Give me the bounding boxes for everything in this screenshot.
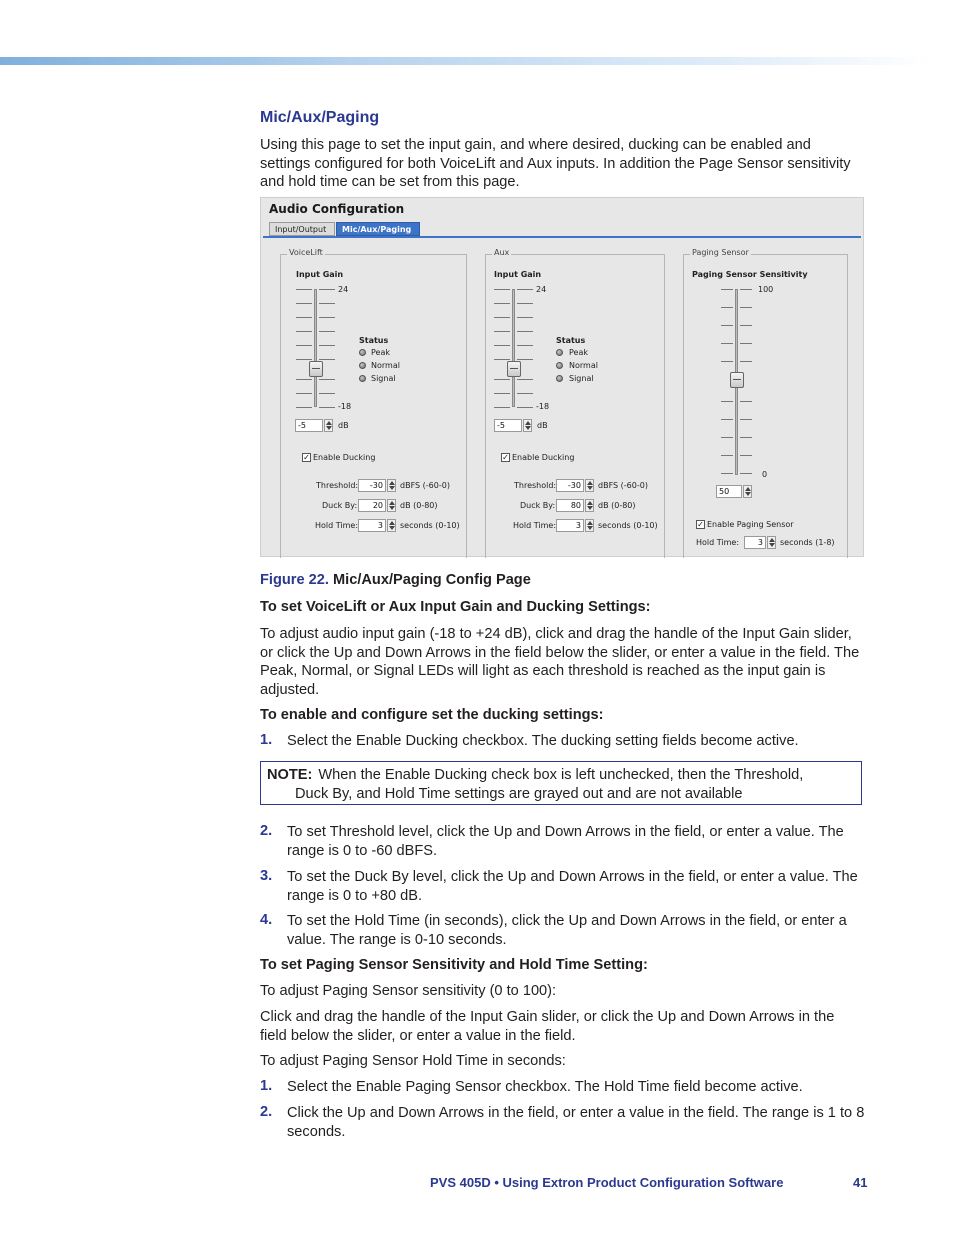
note-line-2: Duck By, and Hold Time settings are grayed out and are not available bbox=[295, 785, 743, 802]
paragraph-paging-hold: To adjust Paging Sensor Hold Time in seconds: bbox=[260, 1053, 566, 1069]
step-number: 2. bbox=[260, 823, 273, 839]
voicelift-duckby-unit: dB (0-80) bbox=[400, 501, 438, 510]
aux-threshold-label: Threshold: bbox=[514, 481, 557, 490]
paging-sensitivity-slider-handle[interactable] bbox=[730, 372, 744, 388]
aux-duckby-label: Duck By: bbox=[520, 501, 556, 510]
figure-title: Mic/Aux/Paging Config Page bbox=[333, 572, 531, 588]
aux-gain-spinner[interactable] bbox=[523, 419, 532, 432]
aux-status-label: Status bbox=[556, 336, 586, 345]
voicelift-max-label: 24 bbox=[338, 285, 349, 294]
paragraph-paging-sensitivity: To adjust Paging Sensor sensitivity (0 to 100): bbox=[260, 983, 557, 999]
voicelift-gain-slider-handle[interactable] bbox=[309, 361, 323, 377]
voicelift-threshold-spinner[interactable] bbox=[387, 479, 396, 492]
voicelift-hold-spinner[interactable] bbox=[387, 519, 396, 532]
voicelift-min-label: -18 bbox=[338, 402, 352, 411]
note-label: NOTE: bbox=[267, 767, 313, 783]
aux-gain-slider-track[interactable] bbox=[512, 289, 515, 407]
step-text: To set the Duck By level, click the Up and Down Arrows in the field, or enter a value. The range is 0 to +80 dB. bbox=[287, 869, 858, 904]
voicelift-gain-unit: dB bbox=[338, 421, 349, 430]
figure-number: Figure 22. bbox=[260, 572, 329, 588]
aux-group bbox=[485, 248, 665, 558]
paging-max-label: 100 bbox=[758, 285, 774, 294]
step-text: Select the Enable Ducking checkbox. The ducking setting fields become active. bbox=[287, 733, 799, 749]
voicelift-gain-slider-track[interactable] bbox=[314, 289, 317, 407]
step-text: To set Threshold level, click the Up and Down Arrows in the field, or enter a value. The range is 0 to -60 dBFS. bbox=[287, 824, 844, 859]
heading-gain-ducking: To set VoiceLift or Aux Input Gain and Ducking Settings: bbox=[260, 599, 651, 615]
tab-mic-aux-paging[interactable]: Mic/Aux/Paging bbox=[336, 222, 420, 236]
header-gradient-bar bbox=[0, 57, 930, 65]
section-title: Mic/Aux/Paging bbox=[260, 109, 380, 126]
aux-gain-unit: dB bbox=[537, 421, 548, 430]
step-number: 3. bbox=[260, 868, 273, 884]
intro-paragraph: Using this page to set the input gain, and where desired, ducking can be enabled and settings configured for both VoiceLift and Aux inputs. In addition the Page Sensor sensitivity and hold time can be set from this page. bbox=[260, 137, 851, 190]
list-item bbox=[260, 823, 865, 861]
voicelift-input-gain-label: Input Gain bbox=[296, 270, 344, 279]
voicelift-hold-unit: seconds (0-10) bbox=[400, 521, 460, 530]
list-item bbox=[260, 1078, 865, 1098]
aux-threshold-unit: dBFS (-60-0) bbox=[598, 481, 648, 490]
voicelift-threshold-label: Threshold: bbox=[316, 481, 359, 490]
note-line-1: When the Enable Ducking check box is left unchecked, then the Threshold, bbox=[318, 767, 804, 783]
step-text: To set the Hold Time (in seconds), click the Up and Down Arrows in the field, or enter a value. The range is 0-10 seconds. bbox=[287, 913, 847, 948]
list-item bbox=[260, 912, 865, 950]
note-box bbox=[260, 761, 862, 805]
aux-gain-slider-handle[interactable] bbox=[507, 361, 521, 377]
aux-duckby-spinner[interactable] bbox=[585, 499, 594, 512]
voicelift-enable-ducking-label: Enable Ducking bbox=[313, 453, 376, 462]
aux-max-label: 24 bbox=[536, 285, 547, 294]
list-item bbox=[260, 732, 865, 752]
audio-configuration-screenshot bbox=[260, 197, 864, 557]
voicelift-peak-label: Peak bbox=[371, 348, 390, 357]
voicelift-signal-label: Signal bbox=[371, 374, 396, 383]
aux-peak-led-icon bbox=[556, 349, 563, 356]
paging-sensitivity-label: Paging Sensor Sensitivity bbox=[692, 270, 808, 279]
voicelift-duckby-label: Duck By: bbox=[322, 501, 358, 510]
voicelift-normal-label: Normal bbox=[371, 361, 400, 370]
aux-duckby-unit: dB (0-80) bbox=[598, 501, 636, 510]
voicelift-gain-spinner[interactable] bbox=[324, 419, 333, 432]
paragraph-paging-slider: Click and drag the handle of the Input Gain slider, or click the Up and Down Arrows in the field below the slider, or enter a value in the field. bbox=[260, 1009, 835, 1044]
aux-min-label: -18 bbox=[536, 402, 550, 411]
paragraph-input-gain: To adjust audio input gain (-18 to +24 dB), click and drag the handle of the Input Gain slider, or click the Up and Down Arrows in the field below the slider, or enter a value in the field. The Peak, Normal, or Signal LEDs will light as each threshold is reached as the input gain is adjusted. bbox=[260, 626, 860, 698]
list-item bbox=[260, 1104, 865, 1142]
aux-gain-field[interactable]: -5 bbox=[494, 419, 522, 432]
aux-signal-label: Signal bbox=[569, 374, 594, 383]
heading-ducking-settings: To enable and configure set the ducking settings: bbox=[260, 707, 604, 723]
paging-sensitivity-spinner[interactable] bbox=[743, 485, 752, 498]
voicelift-threshold-field[interactable]: -30 bbox=[358, 479, 386, 492]
aux-enable-ducking-checkbox[interactable]: ✓ bbox=[502, 453, 509, 462]
heading-paging-sensor: To set Paging Sensor Sensitivity and Hold Time Setting: bbox=[260, 957, 648, 973]
voicelift-group-title: VoiceLift bbox=[289, 248, 323, 257]
paging-sensor-group bbox=[683, 248, 848, 558]
enable-paging-sensor-label: Enable Paging Sensor bbox=[707, 520, 794, 529]
list-item bbox=[260, 868, 865, 906]
step-number: 2. bbox=[260, 1104, 273, 1120]
footer-title: PVS 405D • Using Extron Product Configuration Software bbox=[430, 1175, 784, 1190]
paging-sensitivity-field[interactable]: 50 bbox=[716, 485, 742, 498]
tab-underline bbox=[263, 236, 861, 238]
step-number: 1. bbox=[260, 1078, 273, 1094]
voicelift-duckby-spinner[interactable] bbox=[387, 499, 396, 512]
paging-hold-unit: seconds (1-8) bbox=[780, 538, 835, 547]
voicelift-status-label: Status bbox=[359, 336, 389, 345]
paging-group-title: Paging Sensor bbox=[692, 248, 749, 257]
step-text: Click the Up and Down Arrows in the field, or enter a value in the field. The range is 1 to 8 seconds. bbox=[287, 1105, 865, 1140]
voicelift-gain-field[interactable]: -5 bbox=[295, 419, 323, 432]
figure-caption bbox=[260, 572, 865, 588]
aux-normal-label: Normal bbox=[569, 361, 598, 370]
aux-hold-spinner[interactable] bbox=[585, 519, 594, 532]
voicelift-threshold-unit: dBFS (-60-0) bbox=[400, 481, 450, 490]
aux-group-title: Aux bbox=[494, 248, 510, 257]
voicelift-enable-ducking-checkbox[interactable]: ✓ bbox=[303, 453, 310, 462]
voicelift-peak-led-icon bbox=[359, 349, 366, 356]
aux-signal-led-icon bbox=[556, 375, 563, 382]
aux-threshold-field[interactable]: -30 bbox=[556, 479, 584, 492]
step-number: 4. bbox=[260, 912, 273, 928]
voicelift-hold-field[interactable]: 3 bbox=[358, 519, 386, 532]
aux-normal-led-icon bbox=[556, 362, 563, 369]
tab-input-output[interactable]: Input/Output bbox=[269, 222, 335, 236]
voicelift-duckby-field[interactable]: 20 bbox=[358, 499, 386, 512]
aux-threshold-spinner[interactable] bbox=[585, 479, 594, 492]
paging-min-label: 0 bbox=[762, 470, 768, 479]
step-number: 1. bbox=[260, 732, 273, 748]
aux-hold-field[interactable]: 3 bbox=[556, 519, 584, 532]
step-text: Select the Enable Paging Sensor checkbox. The Hold Time field become active. bbox=[287, 1079, 803, 1095]
paging-hold-label: Hold Time: bbox=[696, 538, 740, 547]
page-number: 41 bbox=[853, 1175, 868, 1190]
enable-paging-sensor-checkbox[interactable]: ✓ bbox=[697, 520, 704, 529]
paging-hold-spinner[interactable] bbox=[767, 536, 776, 549]
aux-duckby-field[interactable]: 80 bbox=[556, 499, 584, 512]
voicelift-group bbox=[280, 248, 467, 558]
aux-hold-unit: seconds (0-10) bbox=[598, 521, 658, 530]
aux-hold-label: Hold Time: bbox=[513, 521, 557, 530]
voicelift-hold-label: Hold Time: bbox=[315, 521, 359, 530]
window-title: Audio Configuration bbox=[269, 202, 405, 216]
aux-peak-label: Peak bbox=[569, 348, 588, 357]
voicelift-normal-led-icon bbox=[359, 362, 366, 369]
paging-hold-field[interactable]: 3 bbox=[744, 536, 766, 549]
voicelift-signal-led-icon bbox=[359, 375, 366, 382]
aux-enable-ducking-label: Enable Ducking bbox=[512, 453, 575, 462]
aux-input-gain-label: Input Gain bbox=[494, 270, 542, 279]
